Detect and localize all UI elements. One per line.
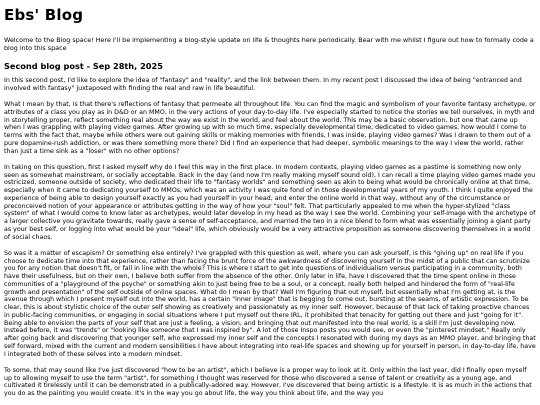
post-title: Second blog post - Sep 28th, 2025 — [4, 61, 163, 72]
post-paragraph-4: So was it a matter of escapism? Or something else entirely? I've grappled with this question as well, where you can ask yourself, is this "giving up" on real life if you choose to dedicate time into that experience, rather than facing the brunt force of the awkwardness of discovering yourself in the midst of a public that can scrutinize you for any notion that doesn't fit, or fall in line with the whole? This is where I start to get into questions of individualism versus participating in a community, both have their usefulness, but on their own, I believe both suffer from the absence of the other. Only later in life, have I discovered that the time spent online in those communities of a "playground of the psyche" or something akin to just being free to be a soul, or a concept, really both helped and hindered the form of "real-life growth and presentation" of the self outside of online spaces. What do I mean by that? Well I'm figuring that out myself, but essentially what I'm getting at, is the avenue through which I present myself out into the world, has a certain "inner image" that is begging to come out, bursting at the seams, of artistic expression. To be clear, this is about stylistic choice of the outer self showing as creatively and passionately as my inner self. However, because of that lack of taking proactive chances in public-facing communities, or engaging in social situations where I put myself out there IRL, it prohibited that tenacity for getting out there and just "going for it". Being able to envision the parts of your self that are just a feeling, a vision, and bringing that out manifested into the real world, is a skill I'm just developing now. Instead before, it was "trends" or "looking like someone that I was inspired by". A lot of those Inspo posts you would see, or even the "pinterest mindset." Really only after going back and discovering that younger self, who expressed my inner self and the concepts I resonated with during my days as an MMO player, and bringing that self forward, mixed with the current and modern sensibilities I have about integrating into real-life spaces and showing up for yourself in person, in day-to-day life, have I integrated both of these selves into a modern mindset. — [4, 249, 536, 358]
blog-page — [4, 0, 536, 405]
post-body — [4, 77, 536, 398]
blog-title: Ebs' Blog — [4, 6, 84, 24]
blog-post — [4, 61, 536, 398]
post-paragraph-5: To some, that may sound like I've just discovered "how to be an artist", which I believe is a proper way to look at it. Only within the last year, did I finally open myself up to allowing myself to use the term "artist", for something I thought was reserved for those who discovered a sense of talent or creativity as a young age, and cultivated it tirelessly until it can be demonstrated in a publically-adored way. However, I've discovered that being artistic is a lifestyle. It is as much in the actions that you do as the painting you would create. It's in the way you go about life, the way you think about life, and the way you — [4, 366, 532, 398]
blog-intro: Welcome to the Blog space! Here I'll be implementing a blog-style update on life & thoughts here periodically. Bear with me whilst I figure out how to formally code a blog into this space — [4, 36, 534, 53]
post-paragraph-1: In this second post, I'd like to explore the idea of "fantasy" and "reality", and the link between them. In my recent post I discussed the idea of being "entranced and involved with fantasy" juxtaposed with finding the real and raw in life beautiful. — [4, 77, 522, 92]
post-paragraph-3: In taking on this question, first I asked myself why do I feel this way in the first place. In modern contexts, playing video games as a pastime is something now only seen as somewhat mainstream, or socially acceptable. Back in the day (and now I'm really making myself sound old), I can recall a time playing video games made you ostricized, someone outside of society, who dedicated their life to "fantasy worlds" and something seen as akin to being what would be chronically online at that time, especially when it came to dedicating yourself to MMOs, which was an activity I was quite fond of in those developmental years of my youth. I think I quite enjoyed the experience of being able to design yourself exactly as you had yourself in your head, and enter the online world in that way, without any of the circumstance or preconceived notion of your appearance or attributes getting in the way of how your "soul" felt. That particularly appealed to me when the hyper-stylized "class system" of what I would come to know later as archetypes, would later develop in my head as the way I see the world. Combining your self-image with the archetype of a larger collective you gravitate towards, really gave a sense of self-acceptance, and married the two in a nice blend to form what was essentially joining a giant party as your best self, or logging into what would be your "ideal" life, which obviously would be a very attractive proposition as someone discovering themselves in a world of social chaos. — [4, 163, 536, 241]
post-paragraph-2: What I mean by that, is that there's reflections of fantasy that permeate all throughout life. You can find the magic and symbolism of your favorite fantasy archetype, or attributes of a class you play as in D&D or an MMO, in the very actions of your day-to-day life. I've especially started to notice the stories we tell ourselves, in myth and in storytelling proper, reflect something real about the way we exist in the world, and feel about the world. This may be a basic observation, but one that came up when I was grappling with playing video games. After growing up with so much time, especially developmental time, dedicated to video games, how would I come to terms with the fact that, maybe while others were out gaining skills or making memories with friends, I was inside, playing video games? Was I drawn to them out of a pure dopamine-rush addiction, or was there something more there? Did I find an experience that had deeper, symbolic meanings to the way I view the world, rather than just a time sink as a "loser" with no other options? — [4, 101, 536, 155]
